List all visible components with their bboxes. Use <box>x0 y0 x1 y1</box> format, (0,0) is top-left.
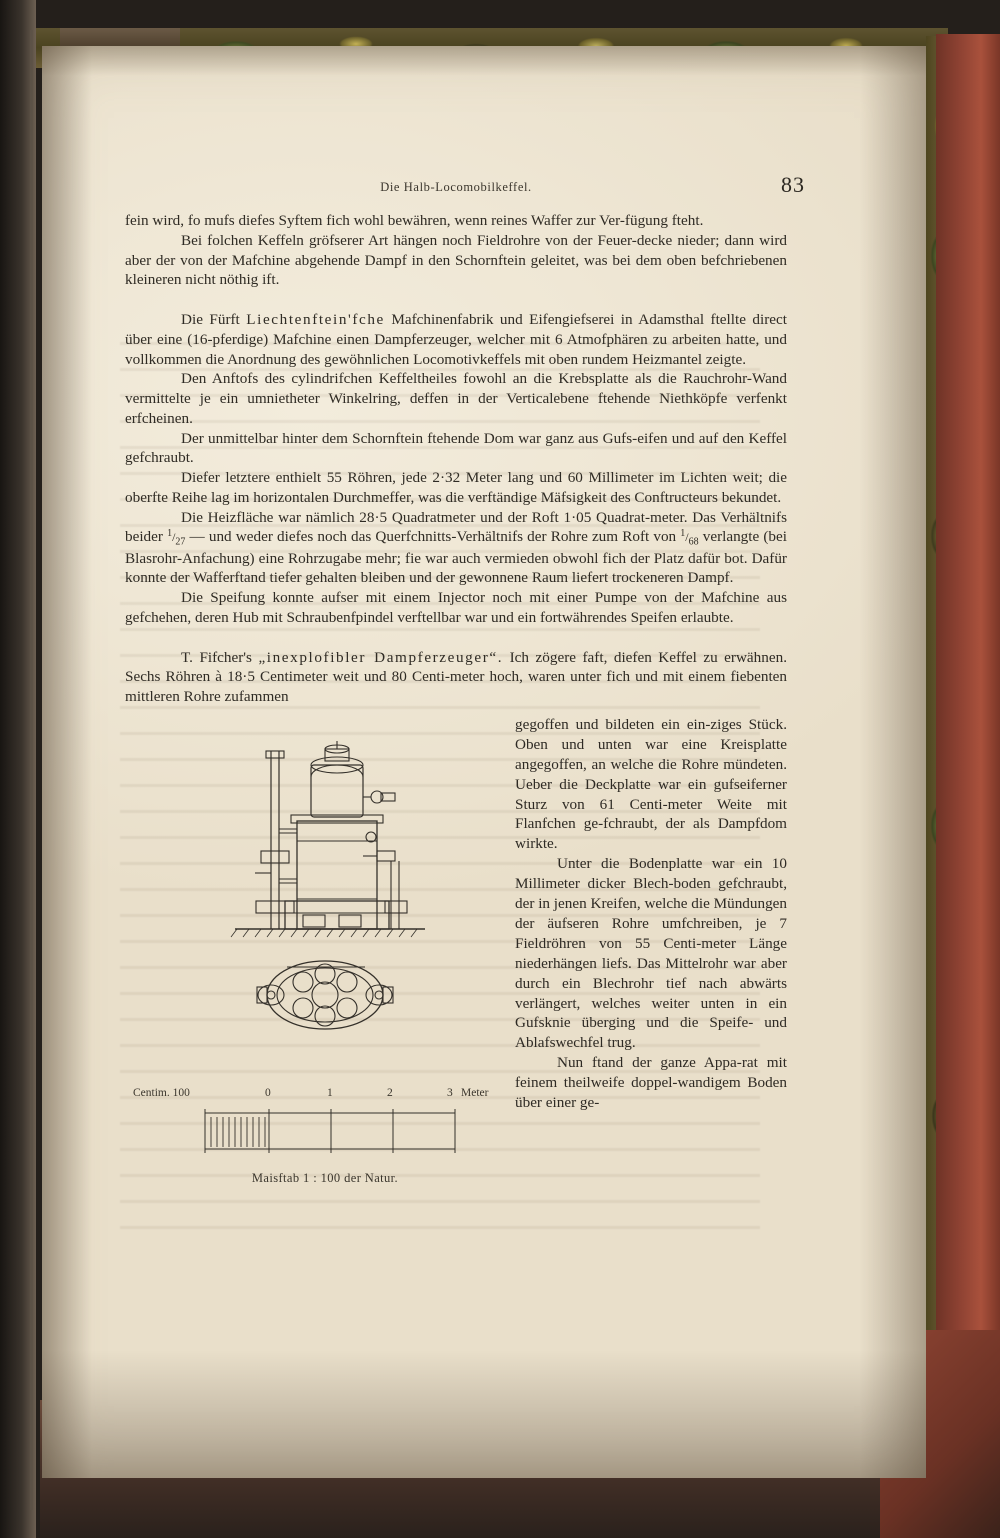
boiler-elevation-drawing <box>125 733 495 1073</box>
scale-tick-1: 1 <box>327 1086 333 1099</box>
paragraph-3-rest: Mafchinenfabrik und Eifengiefserei in Adamsthal ftellte direct über eine (16-pferdige) Mafchine einen Dampferzeuger, welcher mit 6 Atmofphären zu arbeiten hatte, und vollkommen die Anordnung des gewöhnlichen Locomotivkeffels mit oben rundem Heizmantel zeigte. <box>125 311 788 368</box>
paragraph-2: Bei folchen Keffeln gröfserer Art hängen noch Fieldrohre von der Feuer-decke nieder; dann wird aber der von der Mafchine abgehende Dampf in den Schornftein geleitet, was bei dem oben befchriebenen kleineren nicht nöthig ift. <box>125 231 787 289</box>
paragraph-3-lead: Die Fürft <box>181 311 247 328</box>
running-head-title: Die Halb-Locomobilkeffel. <box>380 180 532 194</box>
scale-tick-3: 3 <box>447 1086 453 1099</box>
scale-tick-2: 2 <box>387 1086 393 1099</box>
fraction-denominator: 68 <box>688 536 699 548</box>
paragraph-4: Den Anftofs des cylindrifchen Keffeltheiles fowohl an die Krebsplatte als die Rauchrohr-Wand vermittelte je ein umnietheter Winkelring, deffen in der Verticalebene ftehende Niethköpfe verfenkt erfcheinen. <box>125 370 787 427</box>
scale-bar-drawing <box>125 1103 495 1165</box>
scale-bar-labels <box>125 1087 495 1103</box>
marbled-endpaper-corner <box>60 28 180 46</box>
scale-tick-0: 0 <box>265 1086 271 1099</box>
column-paragraph-2: Unter die Bodenplatte war ein 10 Millimeter dicker Blech-boden gefchraubt, der in jenen Kreifen, welche die Mündungen der äufseren Rohre umfchreiben, je 7 Fieldröhren von 55 Centi-meter Länge niederhängen liefs. Das Mittelrohr war aber durch ein Blechrohr tief nach abwärts verlängert, welches weiter unten in ein Gufsknie überging und die Speife- und Ablafswechfel trug. <box>515 855 788 1052</box>
paragraph-5: Der unmittelbar hinter dem Schornftein ftehende Dom war ganz aus Gufs-eifen und auf den Keffel gefchraubt. <box>125 429 787 467</box>
paragraph-1: fein wird, fo mufs diefes Syftem fich wohl bewähren, wenn reines Waffer zur Ver-fügung fteht. <box>125 212 704 229</box>
body-text <box>125 211 787 707</box>
fraction-one-twentyseventh: $^1/_{27}$ <box>167 528 186 548</box>
fraction-numerator: 1 <box>167 528 173 540</box>
figure-steam-generator <box>125 733 495 1186</box>
scale-label-left: Centim. 100 <box>133 1086 190 1099</box>
paragraph-9 <box>125 648 787 707</box>
right-text-column <box>515 715 787 1113</box>
manufacturer-name: Liechtenftein'fche <box>246 311 385 328</box>
paragraph-8: Die Speifung konnte aufser mit einem Injector noch mit einer Pumpe von der Mafchine aus gefchehen, deren Hub mit Schraubenfpindel verftellbar war und ein fortwährendes Speifen erlaubte. <box>125 589 787 626</box>
paragraph-6: Diefer letztere enthielt 55 Röhren, jede 2·32 Meter lang und 60 Millimeter im Lichten weit; die oberfte Reihe lag im horizontalen Durchmeffer, was die verftändige Mäfsigkeit des Conftructeurs bekundet. <box>125 469 787 506</box>
fraction-numerator: 1 <box>680 528 686 540</box>
running-head <box>125 172 805 197</box>
paragraph-9-rest: Ich zögere faft, diefen Keffel zu erwähnen. Sechs Röhren à 18·5 Centimeter weit und 80 Centi-meter hoch, waren unter fich und mit einem fiebenten mittleren Rohre zufammen <box>125 648 787 706</box>
column-paragraph-1: gegoffen und bildeten ein ein-ziges Stück. Oben und unten war eine Kreisplatte angegoffen, an welche die Rohre mündeten. Ueber die Deckplatte war ein gufseiferner Sturz von 61 Centi-meter Weite mit Flanfchen ge-fchraubt, der als Dampfdom wirkte. <box>515 715 787 853</box>
product-name: „inexplofibler Dampferzeuger“. <box>258 648 504 666</box>
paragraph-7-part-a: Die Heizfläche war nämlich 28·5 Quadratmeter und der Roft 1·05 Quadrat-meter. Das Verhältnifs beider <box>125 508 787 546</box>
column-paragraph-3: Nun ftand der ganze Appa-rat mit feinem theilweife doppel-wandigem Boden über einer ge- <box>515 1054 787 1112</box>
spine-edge-line <box>30 30 33 1510</box>
page-content <box>125 172 805 1195</box>
scale-unit-label: Meter <box>461 1086 489 1099</box>
page-number: 83 <box>781 172 805 197</box>
book-cover-right <box>936 34 1000 1414</box>
paragraph-7-part-b: — und weder diefes noch das Querfchnitts-Verhältnifs der Rohre zum Roft von <box>185 528 681 546</box>
figure-text-split <box>125 715 787 1195</box>
fraction-denominator: 27 <box>175 536 186 548</box>
paragraph-3 <box>125 310 787 369</box>
figure-caption: Maisftab 1 : 100 der Natur. <box>251 1170 399 1185</box>
fraction-one-sixtyeighth: $^1/_{68}$ <box>680 528 699 548</box>
paragraph-9-lead: T. Fifcher's <box>181 648 259 666</box>
paragraph-7-part-c: verlangte (bei Blasrohr-Anfachung) eine Rohrzugabe mehr; fie war auch vermieden obwohl fich der Platz dafür bot. Dafür konnte der Wafferftand tiefer gehalten bleiben und der gewonnene Raum liefert trockeneren Dampf. <box>125 528 787 587</box>
paragraph-7 <box>125 508 787 589</box>
